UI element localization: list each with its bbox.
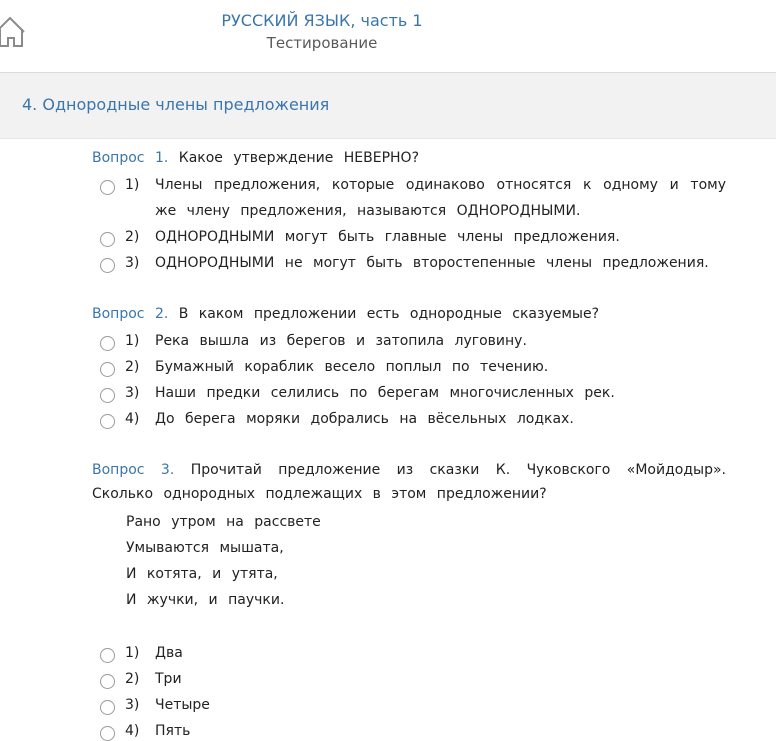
option-number: 2) (125, 359, 140, 375)
question-2-option-4[interactable] (0, 411, 776, 437)
question-2-option-2[interactable] (0, 359, 776, 385)
option-text: Члены предложения, которые одинаково относятся к одному и тому (155, 177, 726, 193)
option-number: 1) (125, 645, 140, 661)
question-number: 2. (154, 306, 169, 322)
option-number: 1) (125, 333, 140, 349)
app-header (0, 0, 776, 72)
option-text: Четыре (155, 697, 210, 713)
option-text: Река вышла из берегов и затопила луговину. (155, 333, 527, 349)
question-text: В каком предложении есть однородные сказуемые? (178, 306, 600, 322)
question-number: 3. (160, 462, 175, 478)
question-label: Вопрос (92, 306, 145, 322)
question-1-option-1[interactable] (0, 177, 776, 203)
book-title: РУССКИЙ ЯЗЫК, часть 1 (221, 11, 423, 30)
question-3-option-2[interactable] (0, 671, 776, 697)
option-text: Бумажный кораблик весело поплыл по течению. (155, 359, 549, 375)
question-text: Прочитай предложение из сказки К. Чуковского «Мойдодыр». (190, 462, 726, 478)
question-2-option-1[interactable] (0, 333, 776, 359)
question-3-option-1[interactable] (0, 645, 776, 671)
option-number: 4) (125, 723, 140, 739)
radio-button[interactable] (100, 388, 115, 403)
topic-title: 4. Однородные члены предложения (22, 95, 330, 114)
topic-bar (0, 72, 776, 139)
option-number: 2) (125, 671, 140, 687)
poem-line: И котята, и утята, (126, 566, 278, 582)
radio-button[interactable] (100, 336, 115, 351)
option-text: Два (155, 645, 183, 661)
option-number: 3) (125, 255, 140, 271)
option-text: ОДНОРОДНЫМИ могут быть главные члены предложения. (155, 229, 620, 245)
option-text: же члену предложения, называются ОДНОРОДНЫМИ. (155, 203, 581, 219)
radio-button[interactable] (100, 258, 115, 273)
option-text: ОДНОРОДНЫМИ не могут быть второстепенные члены предложения. (155, 255, 709, 271)
question-label: Вопрос (92, 150, 145, 166)
question-1-option-3[interactable] (0, 255, 776, 281)
question-text: Сколько однородных подлежащих в этом предложении? (92, 486, 547, 502)
option-number: 3) (125, 697, 140, 713)
question-1-option-1-continuation (0, 203, 776, 229)
question-number: 1. (154, 150, 169, 166)
radio-button[interactable] (100, 648, 115, 663)
section-subtitle: Тестирование (266, 34, 378, 52)
option-text: Три (155, 671, 182, 687)
option-text: Пять (155, 723, 191, 739)
question-3-title (92, 462, 726, 478)
question-1-option-2[interactable] (0, 229, 776, 255)
radio-button[interactable] (100, 674, 115, 689)
question-2-title (92, 306, 726, 322)
question-2-option-3[interactable] (0, 385, 776, 411)
radio-button[interactable] (100, 180, 115, 195)
radio-button[interactable] (100, 414, 115, 429)
poem-line: Рано утром на рассвете (126, 514, 321, 530)
question-3-title-continuation (92, 486, 726, 502)
option-text: Наши предки селились по берегам многочисленных рек. (155, 385, 615, 401)
question-1-title (92, 150, 726, 166)
option-number: 2) (125, 229, 140, 245)
question-text: Какое утверждение НЕВЕРНО? (178, 150, 420, 166)
option-number: 1) (125, 177, 140, 193)
poem-line: Умываются мышата, (126, 540, 284, 556)
radio-button[interactable] (100, 232, 115, 247)
option-number: 4) (125, 411, 140, 427)
poem-line: И жучки, и паучки. (126, 592, 285, 608)
option-number: 3) (125, 385, 140, 401)
radio-button[interactable] (100, 362, 115, 377)
question-3-option-4[interactable] (0, 713, 776, 739)
option-text: До берега моряки добрались на вёсельных лодках. (155, 411, 574, 427)
question-label: Вопрос (92, 462, 145, 478)
